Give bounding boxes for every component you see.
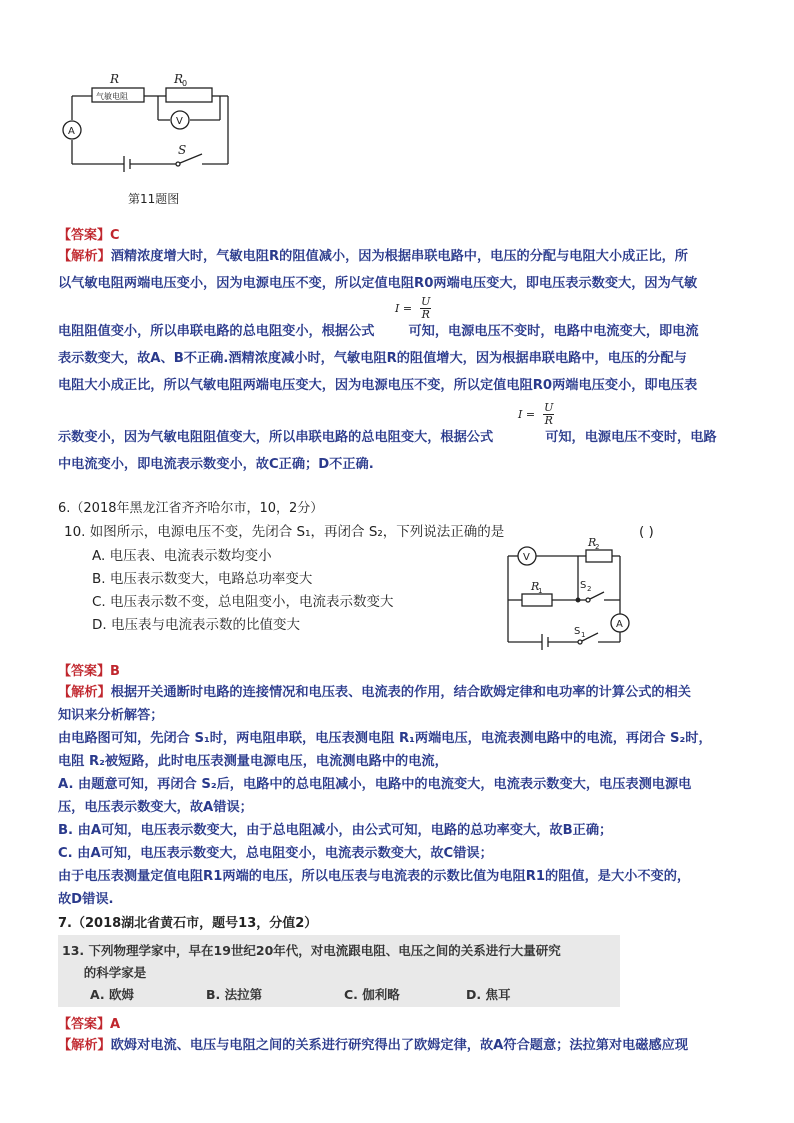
analysis-block-q7: 【解析】欧姆对电流、电压与电阻之间的关系进行研究得出了欧姆定律，故A符合题意；法拉第对电磁感应现: [58, 1038, 689, 1053]
circuit-figure-11: [60, 66, 240, 178]
label-s1: S: [574, 626, 581, 637]
label-r1-sub: 1: [538, 587, 543, 595]
scanned-question-image: [58, 935, 620, 1007]
analysis-block-q5c: 示数变小，因为气敏电阻阻值变大，所以串联电路的总电阻变大，根据公式 可知，电源电压不变时，电路 中电流变小，即电流表示数变小，故C正确；D不正确.: [58, 430, 717, 472]
answer-line: [58, 662, 120, 682]
option-b: B. 电压表示数变大，电路总功率变大: [92, 571, 313, 587]
formula-ohms-law: I = $\frac{U}{R}$: [395, 295, 431, 321]
answer-tag: 【答案】: [58, 664, 111, 679]
scan-option-c: C. 伽利略: [344, 987, 400, 1002]
label-s1-sub: 1: [581, 631, 586, 639]
option-c: C. 电压表示数不变，总电阻变小，电流表示数变大: [92, 594, 394, 610]
analysis-tag: 【解析】: [58, 685, 111, 700]
figure-11-caption: 第11题图: [128, 192, 180, 206]
label-s2: S: [580, 580, 587, 591]
scan-option-d: D. 焦耳: [466, 987, 511, 1002]
analysis-block-q5b: 电阻阻值变小，所以串联电路的总电阻变小，根据公式 可知，电源电压不变时，电路中电流变大，即电流 表示数变大，故A、B不正确.酒精浓度减小时，气敏电阻R的阻值增大，因为根据串联电路中，电压的分配与 电阻大小成正比，所以气敏电阻两端电压变大，因为电源电压不变，所以定值电阻R0两端电压变小，即电压表: [58, 324, 699, 393]
label-r2: R: [588, 536, 597, 549]
analysis-tag: 【解析】: [58, 1038, 111, 1053]
question-6-options: [92, 545, 472, 637]
ammeter-label: A: [616, 619, 623, 630]
option-d: D. 电压表与电流表示数的比值变大: [92, 617, 300, 633]
scan-stem-2: 的科学家是: [62, 965, 147, 980]
analysis-text: 酒精浓度增大时，气敏电阻R的阻值减小，因为根据串联电路中，电压的分配与电阻大小成正比，所: [110, 249, 688, 264]
scan-option-b: B. 法拉第: [206, 987, 263, 1002]
analysis-block-q6: 【解析】根据开关通断时电路的连接情况和电压表、电流表的作用，结合欧姆定律和电功率的计算公式的相关 知识来分析解答； 由电路图可知，先闭合 S₁时，两电阻串联，电压表测电阻 R₁两端电压，电流表测电路中的电流，再闭合 S₂时， 电阻 R₂被短路，此时电压表测量电源电压，电流测电路中的电流， A. 由题意可知，再闭合 S₂后，电路中的总电阻减小，电路中的电流变大，电流表示数变大，电压表测电源电 压，电压表示数变大，故A错误； B. 由A可知，电压表示数变大，由于总电阻减小，由公式可知，电路的总功率变大，故B正确； C. 由A可知，电压表示数变大，总电阻变小，电流表示数变大，故C错误； 由于电压表测量定值电阻R1两端的电压，所以电压表与电流表的示数比值为电阻R1的阻值，是大小不变的， 故D错误.: [58, 685, 712, 907]
answer-tag: 【答案】: [58, 228, 111, 243]
label-r1: R: [531, 580, 540, 593]
sensor-label: 气敏电阻: [96, 92, 128, 101]
scan-option-a: A. 欧姆: [90, 987, 135, 1002]
answer-value: C: [110, 228, 120, 243]
analysis-tag: 【解析】: [58, 249, 111, 264]
answer-tag: 【答案】: [58, 1017, 111, 1032]
voltmeter-label: V: [523, 552, 530, 563]
answer-value: A: [110, 1017, 121, 1032]
voltmeter-label: V: [176, 116, 183, 127]
analysis-block-q5: [58, 243, 758, 297]
question-6-stem: 10. 如图所示，电源电压不变，先闭合 S₁，再闭合 S₂，下列说法正确的是 ( ): [64, 521, 754, 544]
switch-label: S: [178, 143, 187, 157]
answer-line: [58, 1015, 120, 1035]
question-7-header: 7.（2018湖北省黄石市，题号13，分值2）: [58, 916, 318, 931]
circuit-figure-q6: [498, 536, 638, 654]
label-r: R: [110, 72, 120, 86]
ammeter-label: A: [68, 126, 75, 137]
formula-ohms-law-2: I = $\frac{U}{R}$: [518, 401, 554, 427]
question-6-header: 6.（2018年黑龙江省齐齐哈尔市，10，2分）: [58, 501, 324, 516]
analysis-text: 以气敏电阻两端电压变小，因为电源电压不变，所以定值电阻R0两端电压变大，即电压表示数变大，因为气敏: [58, 276, 698, 291]
answer-value: B: [110, 664, 120, 679]
scan-stem-1: 13. 下列物理学家中，早在19世纪20年代，对电流跟电阻、电压之间的关系进行大量研究: [62, 943, 561, 958]
label-r0-sub: 0: [182, 79, 188, 88]
label-r2-sub: 2: [595, 543, 600, 551]
option-a: A. 电压表、电流表示数均变小: [92, 548, 272, 564]
answer-bracket: ( ): [639, 524, 654, 540]
label-s2-sub: 2: [587, 585, 592, 593]
label-r0: R: [174, 72, 184, 86]
